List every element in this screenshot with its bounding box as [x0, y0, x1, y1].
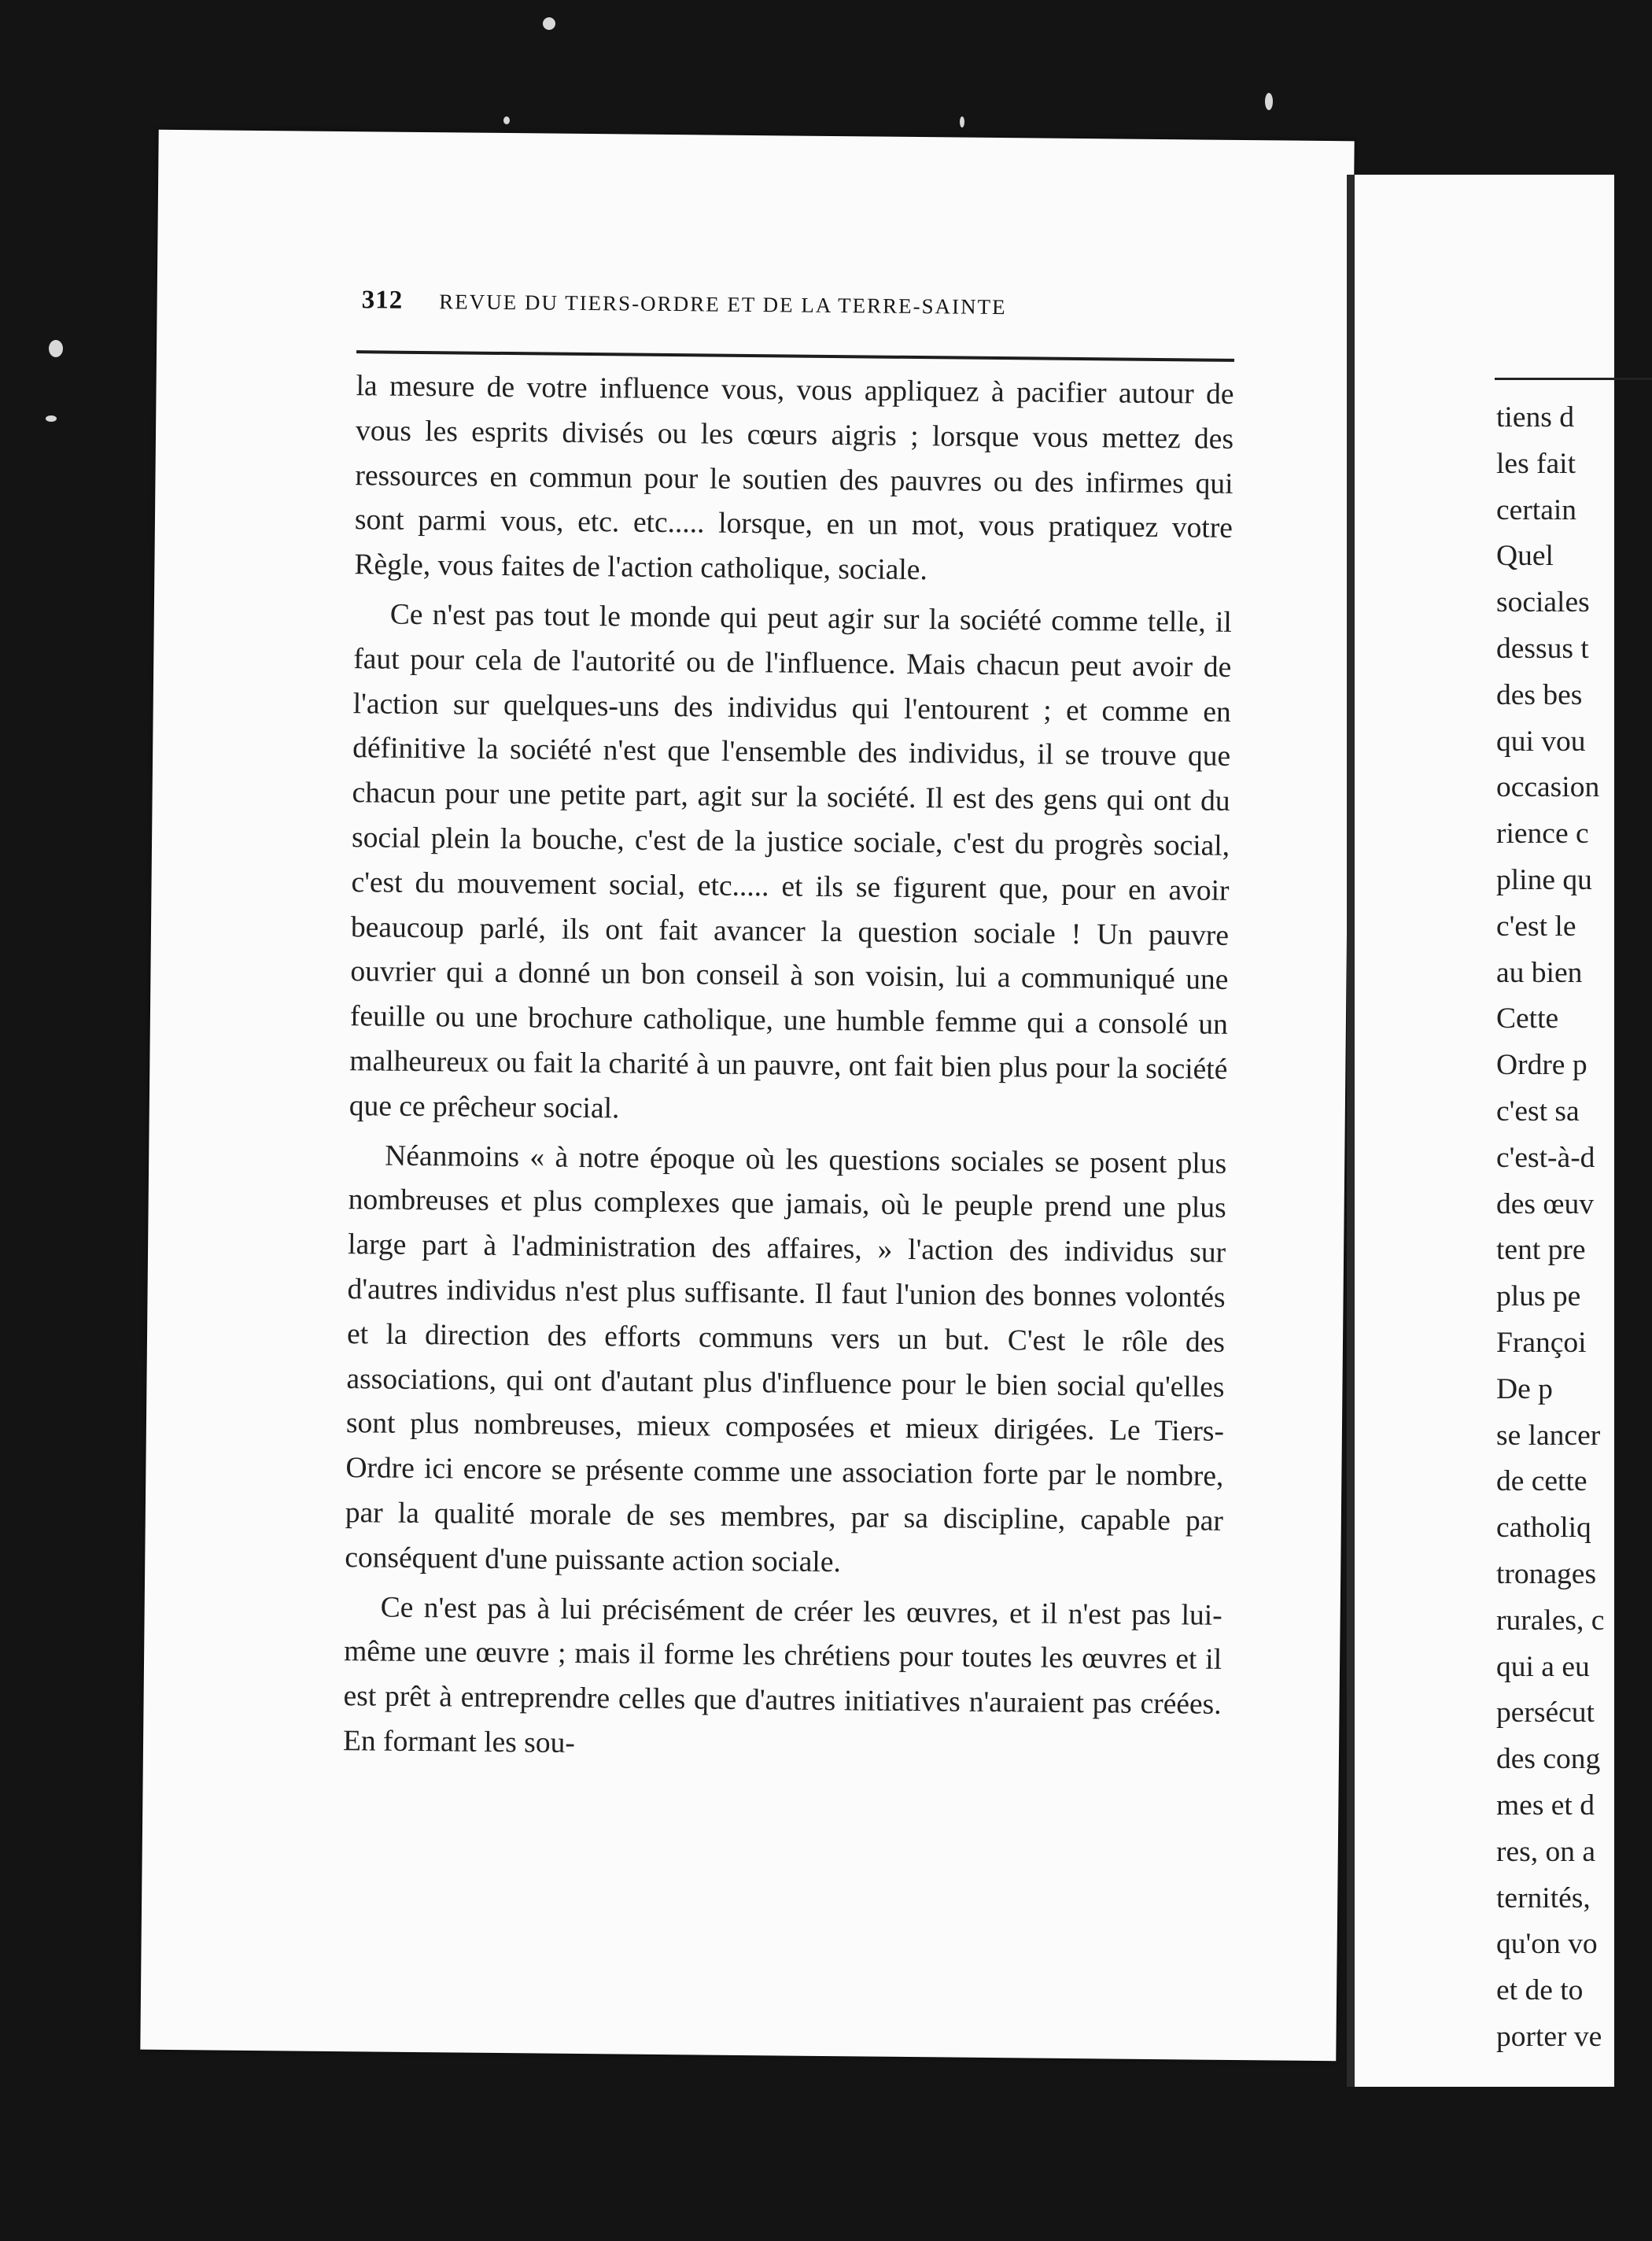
- right-page-line: qui a eu: [1496, 1650, 1590, 1683]
- right-page-line: occasion: [1496, 771, 1600, 804]
- right-page-line: se lancer: [1496, 1419, 1601, 1452]
- dust-speck: [543, 17, 555, 30]
- right-page-line: tronages: [1496, 1557, 1597, 1590]
- right-page-line: au bien: [1496, 956, 1583, 989]
- right-page-line: des cong: [1496, 1743, 1601, 1776]
- right-page-line: et de to: [1496, 1974, 1584, 2007]
- header-rule: [1495, 378, 1652, 380]
- right-page-line: pline qu: [1496, 863, 1592, 896]
- right-page-line: catholiq: [1496, 1512, 1591, 1545]
- right-page-line: mes et d: [1496, 1789, 1595, 1822]
- right-page-line: de cette: [1496, 1465, 1587, 1498]
- right-page-line: Françoi: [1496, 1326, 1587, 1359]
- dust-speck: [1265, 93, 1273, 110]
- right-page-line: des bes: [1496, 678, 1583, 711]
- right-page-line: De p: [1496, 1372, 1553, 1405]
- right-page-line: qu'on vo: [1496, 1928, 1598, 1961]
- right-page-line: tiens d: [1496, 401, 1574, 434]
- dust-speck: [46, 415, 57, 422]
- right-page-line: rurales, c: [1496, 1604, 1605, 1637]
- right-page-line: porter ve: [1496, 2020, 1602, 2053]
- right-page-line: c'est le: [1496, 910, 1576, 943]
- paragraph: Ce n'est pas à lui précisément de créer les œuvres, et il n'est pas lui-même une œuvre ; mais il forme les chrétiens pour toutes les œuvres et il est prêt à entreprendre celles que d'autres initiatives n'auraient pas créées. En formant les sou-: [342, 1591, 1222, 1759]
- page-number: 312: [361, 286, 404, 315]
- paragraph: la mesure de votre influence vous, vous appliquez à pacifier autour de vous les esprits divisés ou les cœurs aigris ; lorsque vous mettez des ressources en commun pour le soutien des pauvres ou des infirmes qui sont parmi vous, etc. etc..... lorsque, en un mot, vous pratiquez votre Règle, vous faites de l'action catholique, sociale.: [354, 370, 1234, 587]
- right-page-line: les fait: [1496, 447, 1576, 480]
- right-page-line: Ordre p: [1496, 1049, 1587, 1082]
- right-page-line: qui vou: [1496, 725, 1586, 758]
- right-page-line: dessus t: [1496, 632, 1589, 665]
- header-rule: [356, 350, 1234, 362]
- dust-speck: [960, 116, 964, 127]
- right-page-line: c'est sa: [1496, 1095, 1580, 1128]
- left-page: [140, 130, 1354, 2061]
- right-page-line: res, on a: [1496, 1835, 1595, 1868]
- body-text: [343, 364, 1234, 1772]
- right-page-line: plus pe: [1496, 1280, 1581, 1313]
- paragraph: Néanmoins « à notre époque où les questions sociales se posent plus nombreuses et plus complexes que jamais, où le peuple prend une plus large part à l'administration des affaires, » l'action des individus sur d'autres individus n'est plus suffisante. Il faut l'union des bonnes volontés et la direction des efforts communs vers un but. C'est le rôle des associations, qui ont d'autant plus d'influence pour le bien social qu'elles sont plus nombreuses, mieux composées et mieux dirigées. Le Tiers-Ordre ici encore se présente comme une association forte par le nombre, par la qualité morale de ses membres, par sa discipline, capable par conséquent d'une puissante action sociale.: [345, 1139, 1227, 1578]
- right-page-text: [1496, 395, 1622, 2061]
- right-page-line: c'est-à-d: [1496, 1141, 1595, 1174]
- dust-speck: [503, 116, 510, 124]
- dust-speck: [49, 340, 63, 357]
- right-page: [1347, 175, 1614, 2087]
- running-header-title: REVUE DU TIERS-ORDRE ET DE LA TERRE-SAINTE: [439, 290, 1007, 319]
- right-page-line: persécut: [1496, 1696, 1595, 1730]
- right-page-line: Cette: [1496, 1002, 1559, 1036]
- paragraph: Ce n'est pas tout le monde qui peut agir sur la société comme telle, il faut pour cela de l'autorité ou de l'influence. Mais chacun peut avoir de l'action sur quelques-uns des individus qui l'entourent ; et comme en définitive la société n'est que l'ensemble des individus, il se trouve que chacun pour une petite part, agit sur la société. Il est des gens qui ont du social plein la bouche, c'est de la justice sociale, c'est du progrès social, c'est du mouvement social, etc..... et ils se figurent que, pour en avoir beaucoup parlé, ils ont fait avancer la question sociale ! Un pauvre ouvrier qui a donné un bon conseil à son voisin, lui a communiqué une feuille ou une brochure catholique, une humble femme qui a consolé un malheureux ou fait la charité à un pauvre, ont fait bien plus pour la société que ce prêcheur social.: [348, 598, 1232, 1125]
- right-page-line: certain: [1496, 493, 1577, 526]
- right-page-line: ternités,: [1496, 1881, 1591, 1914]
- right-page-line: Quel: [1496, 540, 1554, 573]
- right-page-line: rience c: [1496, 818, 1589, 851]
- right-page-line: sociales: [1496, 586, 1590, 619]
- right-page-line: tent pre: [1496, 1234, 1586, 1267]
- running-header: [361, 286, 1289, 323]
- right-page-line: des œuv: [1496, 1187, 1594, 1220]
